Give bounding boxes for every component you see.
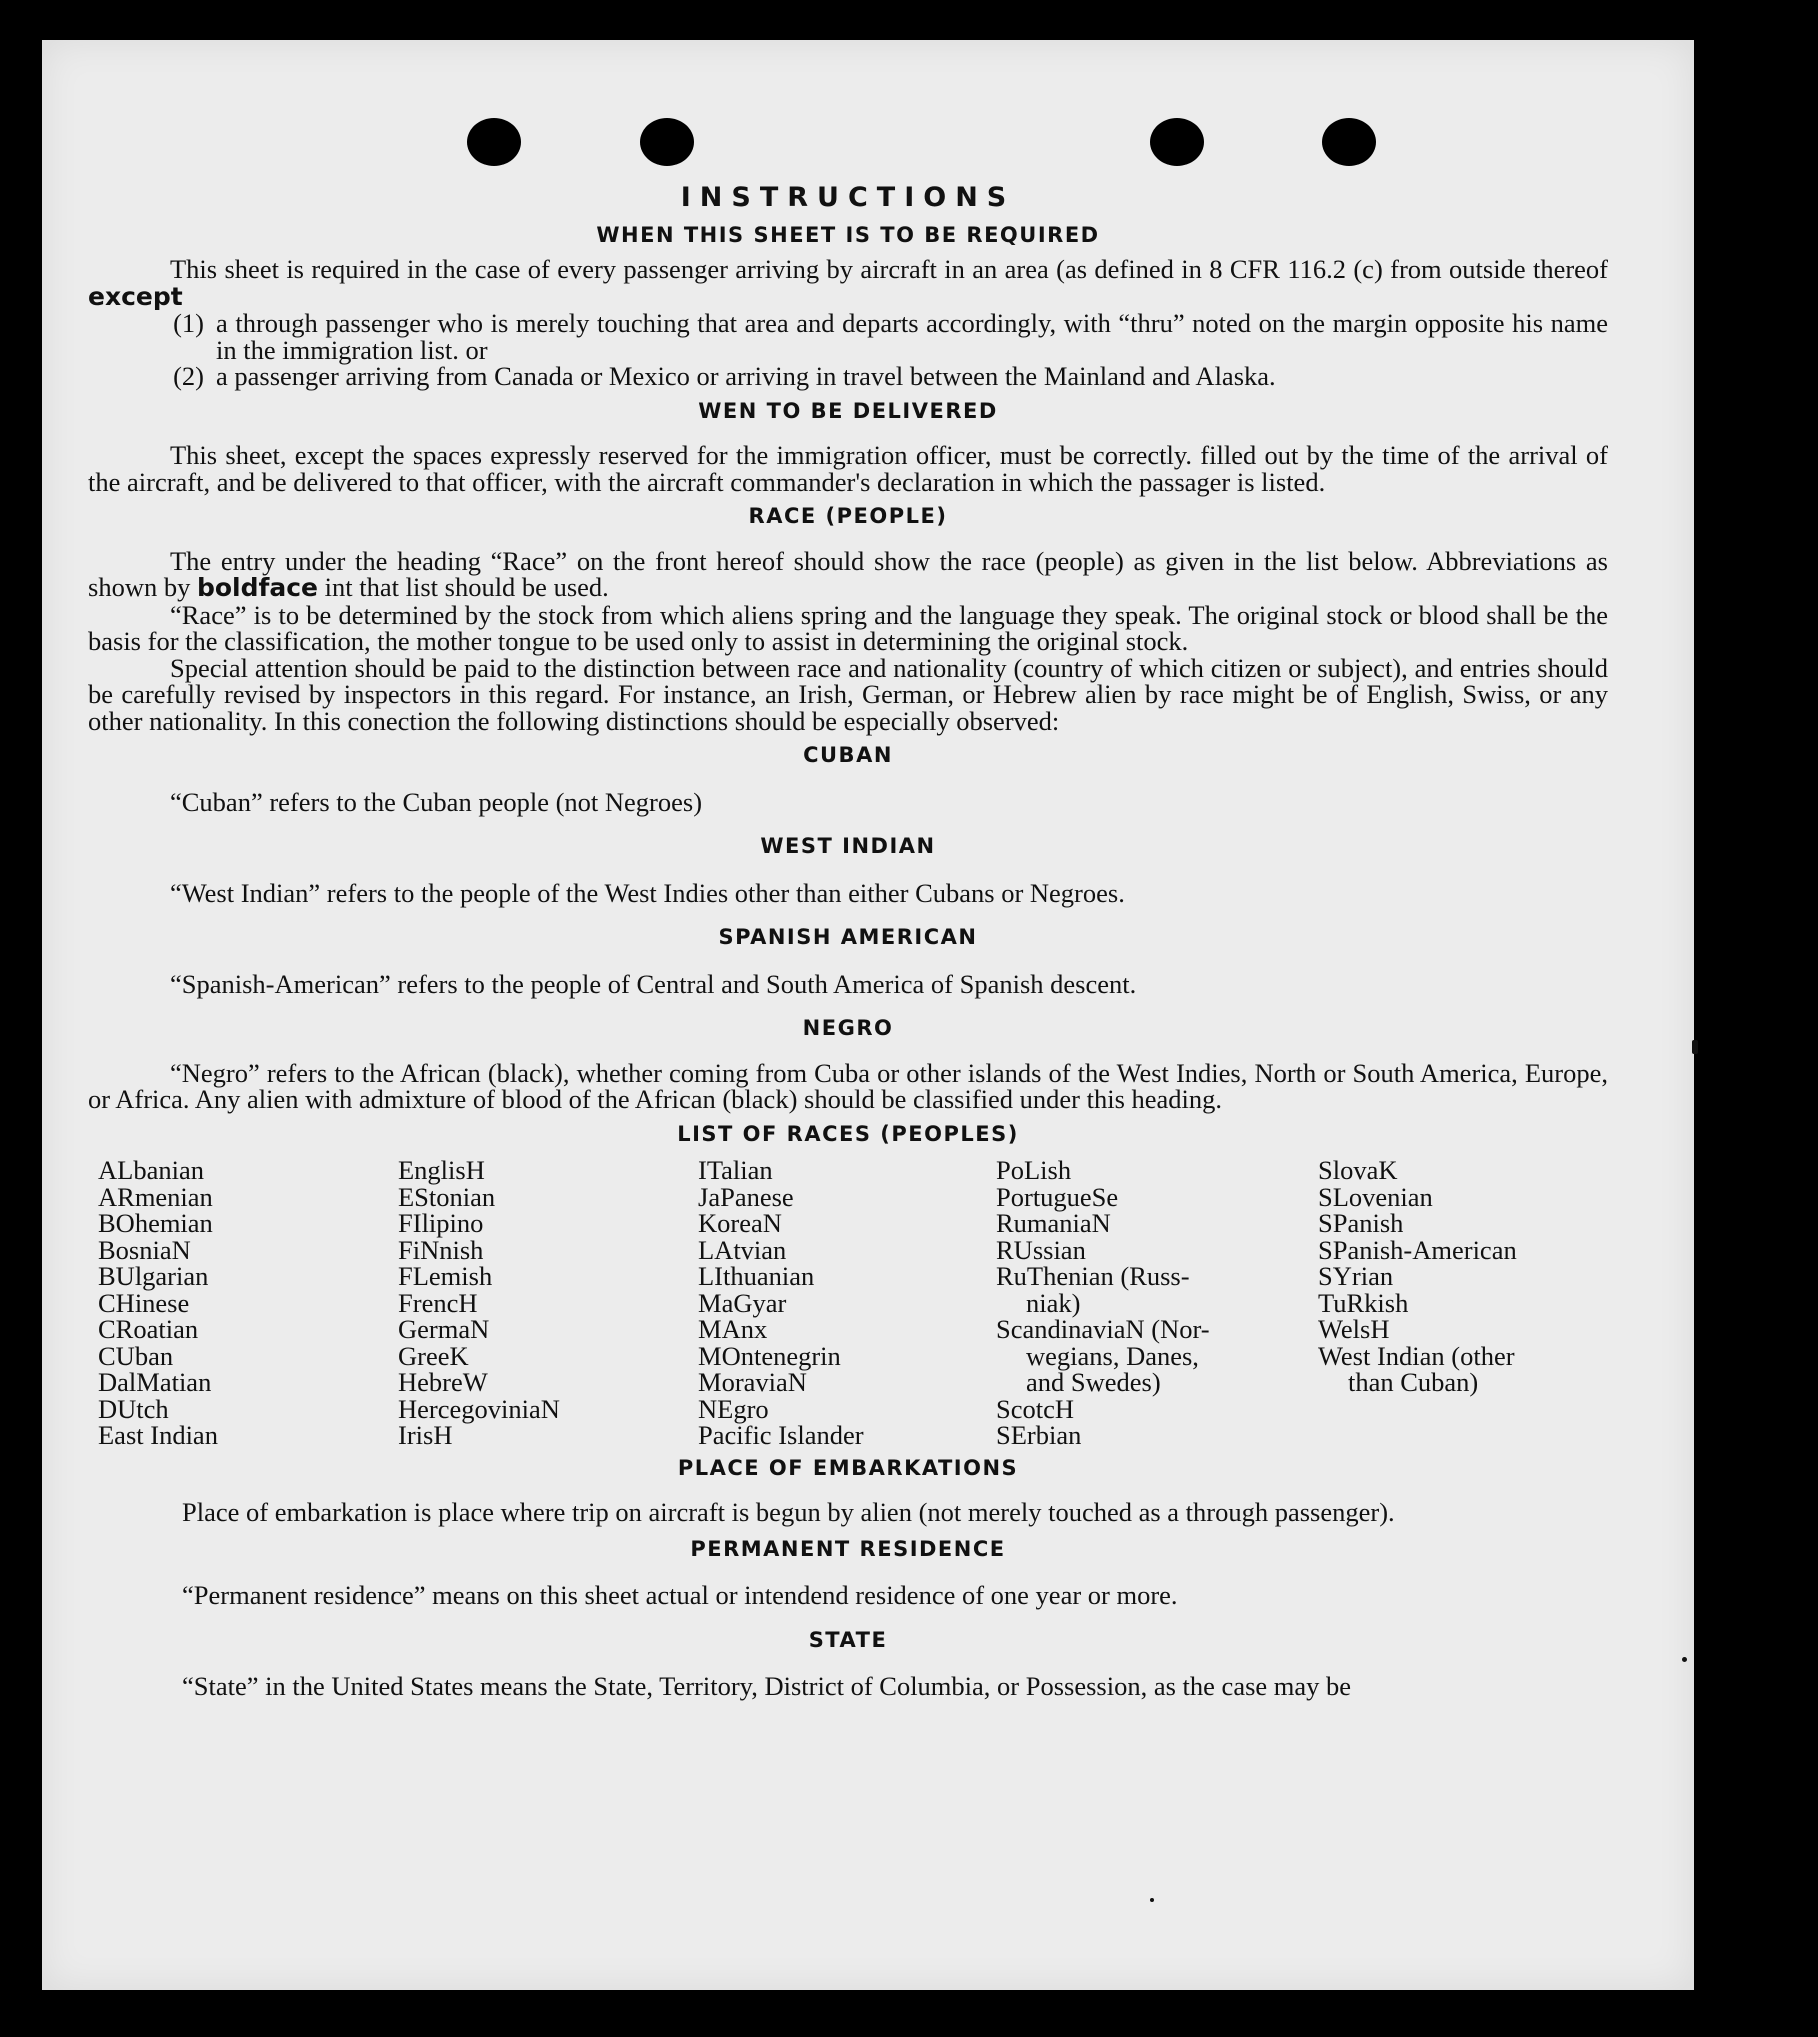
race-entry: and Swedes) (1026, 1367, 1161, 1397)
race-entry: RUssian (996, 1234, 1086, 1265)
punch-hole (1150, 118, 1204, 166)
races-column (398, 1157, 698, 1449)
race-entry: DUtch (98, 1393, 169, 1424)
scan-speck (1692, 1040, 1698, 1054)
section-heading-race: RACE (PEOPLE) (748, 504, 948, 528)
races-list (98, 1157, 1608, 1449)
race-entry: BosniaN (98, 1234, 191, 1265)
races-column (98, 1157, 398, 1449)
list-item (88, 310, 1608, 363)
race-entry: MAnx (698, 1314, 768, 1344)
race-entry: EnglisH (398, 1155, 485, 1185)
race-entry: wegians, Danes, (1026, 1340, 1199, 1371)
bold-text: except (88, 281, 183, 311)
paragraph-text: int that list should be used. (324, 572, 609, 602)
race-entry: FIlipino (398, 1208, 484, 1238)
race-entry: SErbian (996, 1420, 1082, 1450)
race-entry: SLovenian (1318, 1181, 1433, 1212)
paragraph-text: The entry under the heading “Race” on the front hereof should show the race (people) as given in the list below. Abbreviations as shown by (88, 545, 1608, 602)
race-entry: TuRkish (1318, 1287, 1409, 1318)
race-entry: SlovaK (1318, 1155, 1398, 1185)
paragraph (88, 256, 1608, 310)
race-entry: West Indian (other (1318, 1340, 1515, 1371)
race-entry: LIthuanian (698, 1261, 815, 1291)
paragraph: This sheet, except the spaces expressly reserved for the immigration officer, must be correctly. filled out by the time of the arrival of the aircraft, and be delivered to that officer, with the aircraft commander's declaration in which the passager is listed. (88, 440, 1608, 497)
section-heading-when-delivered: WEN TO BE DELIVERED (698, 398, 998, 423)
paragraph: “Permanent residence” means on this sheet actual or intendend residence of one year or more. (182, 1580, 1178, 1610)
paragraph: “Spanish-American” refers to the people of Central and South America of Spanish descent. (170, 968, 1137, 999)
race-entry: CRoatian (98, 1314, 199, 1344)
paragraph: “Negro” refers to the African (black), whether coming from Cuba or other islands of the West Indies, North or South America, Europe, or Africa. Any alien with admixture of blood of the African (black) should be classified under this heading. (88, 1057, 1608, 1114)
races-column (996, 1157, 1318, 1449)
race-entry: EStonian (398, 1181, 496, 1212)
section-heading-state: STATE (808, 1627, 888, 1652)
race-entry: HebreW (398, 1367, 488, 1397)
item-number: (1) (173, 308, 204, 338)
list-item (88, 363, 1608, 390)
paragraph: “Cuban” refers to the Cuban people (not Negroes) (170, 786, 703, 817)
race-entry: Pacific Islander (698, 1420, 864, 1450)
section-heading-spanish-american: SPANISH AMERICAN (718, 925, 978, 949)
race-entry: IrisH (398, 1420, 453, 1450)
punch-hole (640, 118, 694, 166)
section-heading-when-required: WHEN THIS SHEET IS TO BE REQUIRED (596, 222, 1100, 247)
races-column (698, 1157, 996, 1449)
item-number: (2) (173, 361, 204, 391)
paragraph: “West Indian” refers to the people of the West Indies other than either Cubans or Negroes. (170, 877, 1125, 908)
race-entry: ARmenian (98, 1181, 213, 1212)
section-heading-embarkation: PLACE OF EMBARKATIONS (677, 1455, 1019, 1480)
race-entry: ScandinaviaN (Nor- (996, 1314, 1210, 1344)
punch-hole (467, 118, 521, 166)
race-entry: SYrian (1318, 1261, 1394, 1291)
document-sheet (42, 40, 1694, 1990)
race-entry: MoraviaN (698, 1367, 807, 1397)
race-entry: NEgro (698, 1393, 769, 1424)
race-entry: DalMatian (98, 1367, 212, 1397)
race-entry: HercegoviniaN (398, 1393, 560, 1424)
race-entry: than Cuban) (1348, 1367, 1479, 1397)
race-entry: MaGyar (698, 1287, 787, 1318)
race-entry: GermaN (398, 1314, 490, 1344)
race-entry: BOhemian (98, 1208, 213, 1238)
race-entry: ALbanian (98, 1155, 204, 1185)
race-entry: RumaniaN (996, 1208, 1111, 1238)
race-entry: East Indian (98, 1420, 218, 1450)
race-entry: RuThenian (Russ- (996, 1261, 1190, 1291)
race-entry: SPanish (1318, 1208, 1404, 1238)
item-text: a through passenger who is merely touching that area and departs accordingly, with “thru” noted on the margin opposite his name in the immigration list. or (216, 308, 1608, 365)
race-entry: niak) (1026, 1287, 1081, 1318)
race-entry: ITalian (698, 1155, 773, 1185)
race-entry: PoLish (996, 1155, 1072, 1185)
paragraph (88, 545, 1608, 602)
race-entry: FrencH (398, 1287, 478, 1318)
paragraph: Place of embarkation is place where trip on aircraft is begun by alien (not merely touched as a through passenger). (182, 1497, 1395, 1527)
race-entry: MOntenegrin (698, 1340, 841, 1371)
scan-speck (1682, 1657, 1687, 1662)
race-entry: ScotcH (996, 1393, 1075, 1424)
section-heading-list-of-races: LIST OF RACES (PEOPLES) (677, 1121, 1019, 1146)
section-heading-negro: NEGRO (802, 1016, 894, 1040)
instructions-content (88, 182, 1608, 1701)
race-entry: FiNnish (398, 1234, 484, 1265)
paragraph: “State” in the United States means the State, Territory, District of Columbia, or Possession, as the case may be (182, 1671, 1352, 1701)
paragraph: “Race” is to be determined by the stock from which aliens spring and the language they speak. The original stock or blood shall be the basis for the classification, the mother tongue to be used only to assist in determining the original stock. (88, 599, 1608, 656)
scan-speck (1150, 1898, 1154, 1902)
bold-text: boldface (196, 573, 319, 602)
race-entry: CHinese (98, 1287, 190, 1318)
races-column (1318, 1157, 1608, 1449)
paragraph: Special attention should be paid to the distinction between race and nationality (country of which citizen or subject), and entries should be carefully revised by inspectors in this regard. For instance, an Irish, German, or Hebrew alien by race might be of English, Swiss, or any other nationality. In this conection the following distinctions should be especially observed: (88, 652, 1608, 736)
page-title: INSTRUCTIONS (680, 182, 1016, 213)
section-heading-residence: PERMANENT RESIDENCE (690, 1536, 1006, 1561)
race-entry: PortugueSe (996, 1181, 1119, 1212)
race-entry: WelsH (1318, 1314, 1390, 1344)
race-entry: FLemish (398, 1261, 493, 1291)
race-entry: GreeK (398, 1340, 469, 1371)
item-text: a passenger arriving from Canada or Mexico or arriving in travel between the Mainland and Alaska. (216, 361, 1276, 391)
race-entry: CUban (98, 1340, 174, 1371)
paragraph-text: This sheet is required in the case of every passenger arriving by aircraft in an area (as defined in 8 CFR 116.2 (c) from outside thereof (170, 254, 1608, 284)
race-entry: KoreaN (698, 1208, 782, 1238)
section-heading-cuban: CUBAN (803, 743, 893, 767)
race-entry: LAtvian (698, 1234, 787, 1265)
race-entry: SPanish-American (1318, 1234, 1517, 1265)
section-heading-west-indian: WEST INDIAN (760, 834, 936, 858)
punch-hole (1322, 118, 1376, 166)
race-entry: JaPanese (698, 1181, 794, 1212)
race-entry: BUlgarian (98, 1261, 209, 1291)
